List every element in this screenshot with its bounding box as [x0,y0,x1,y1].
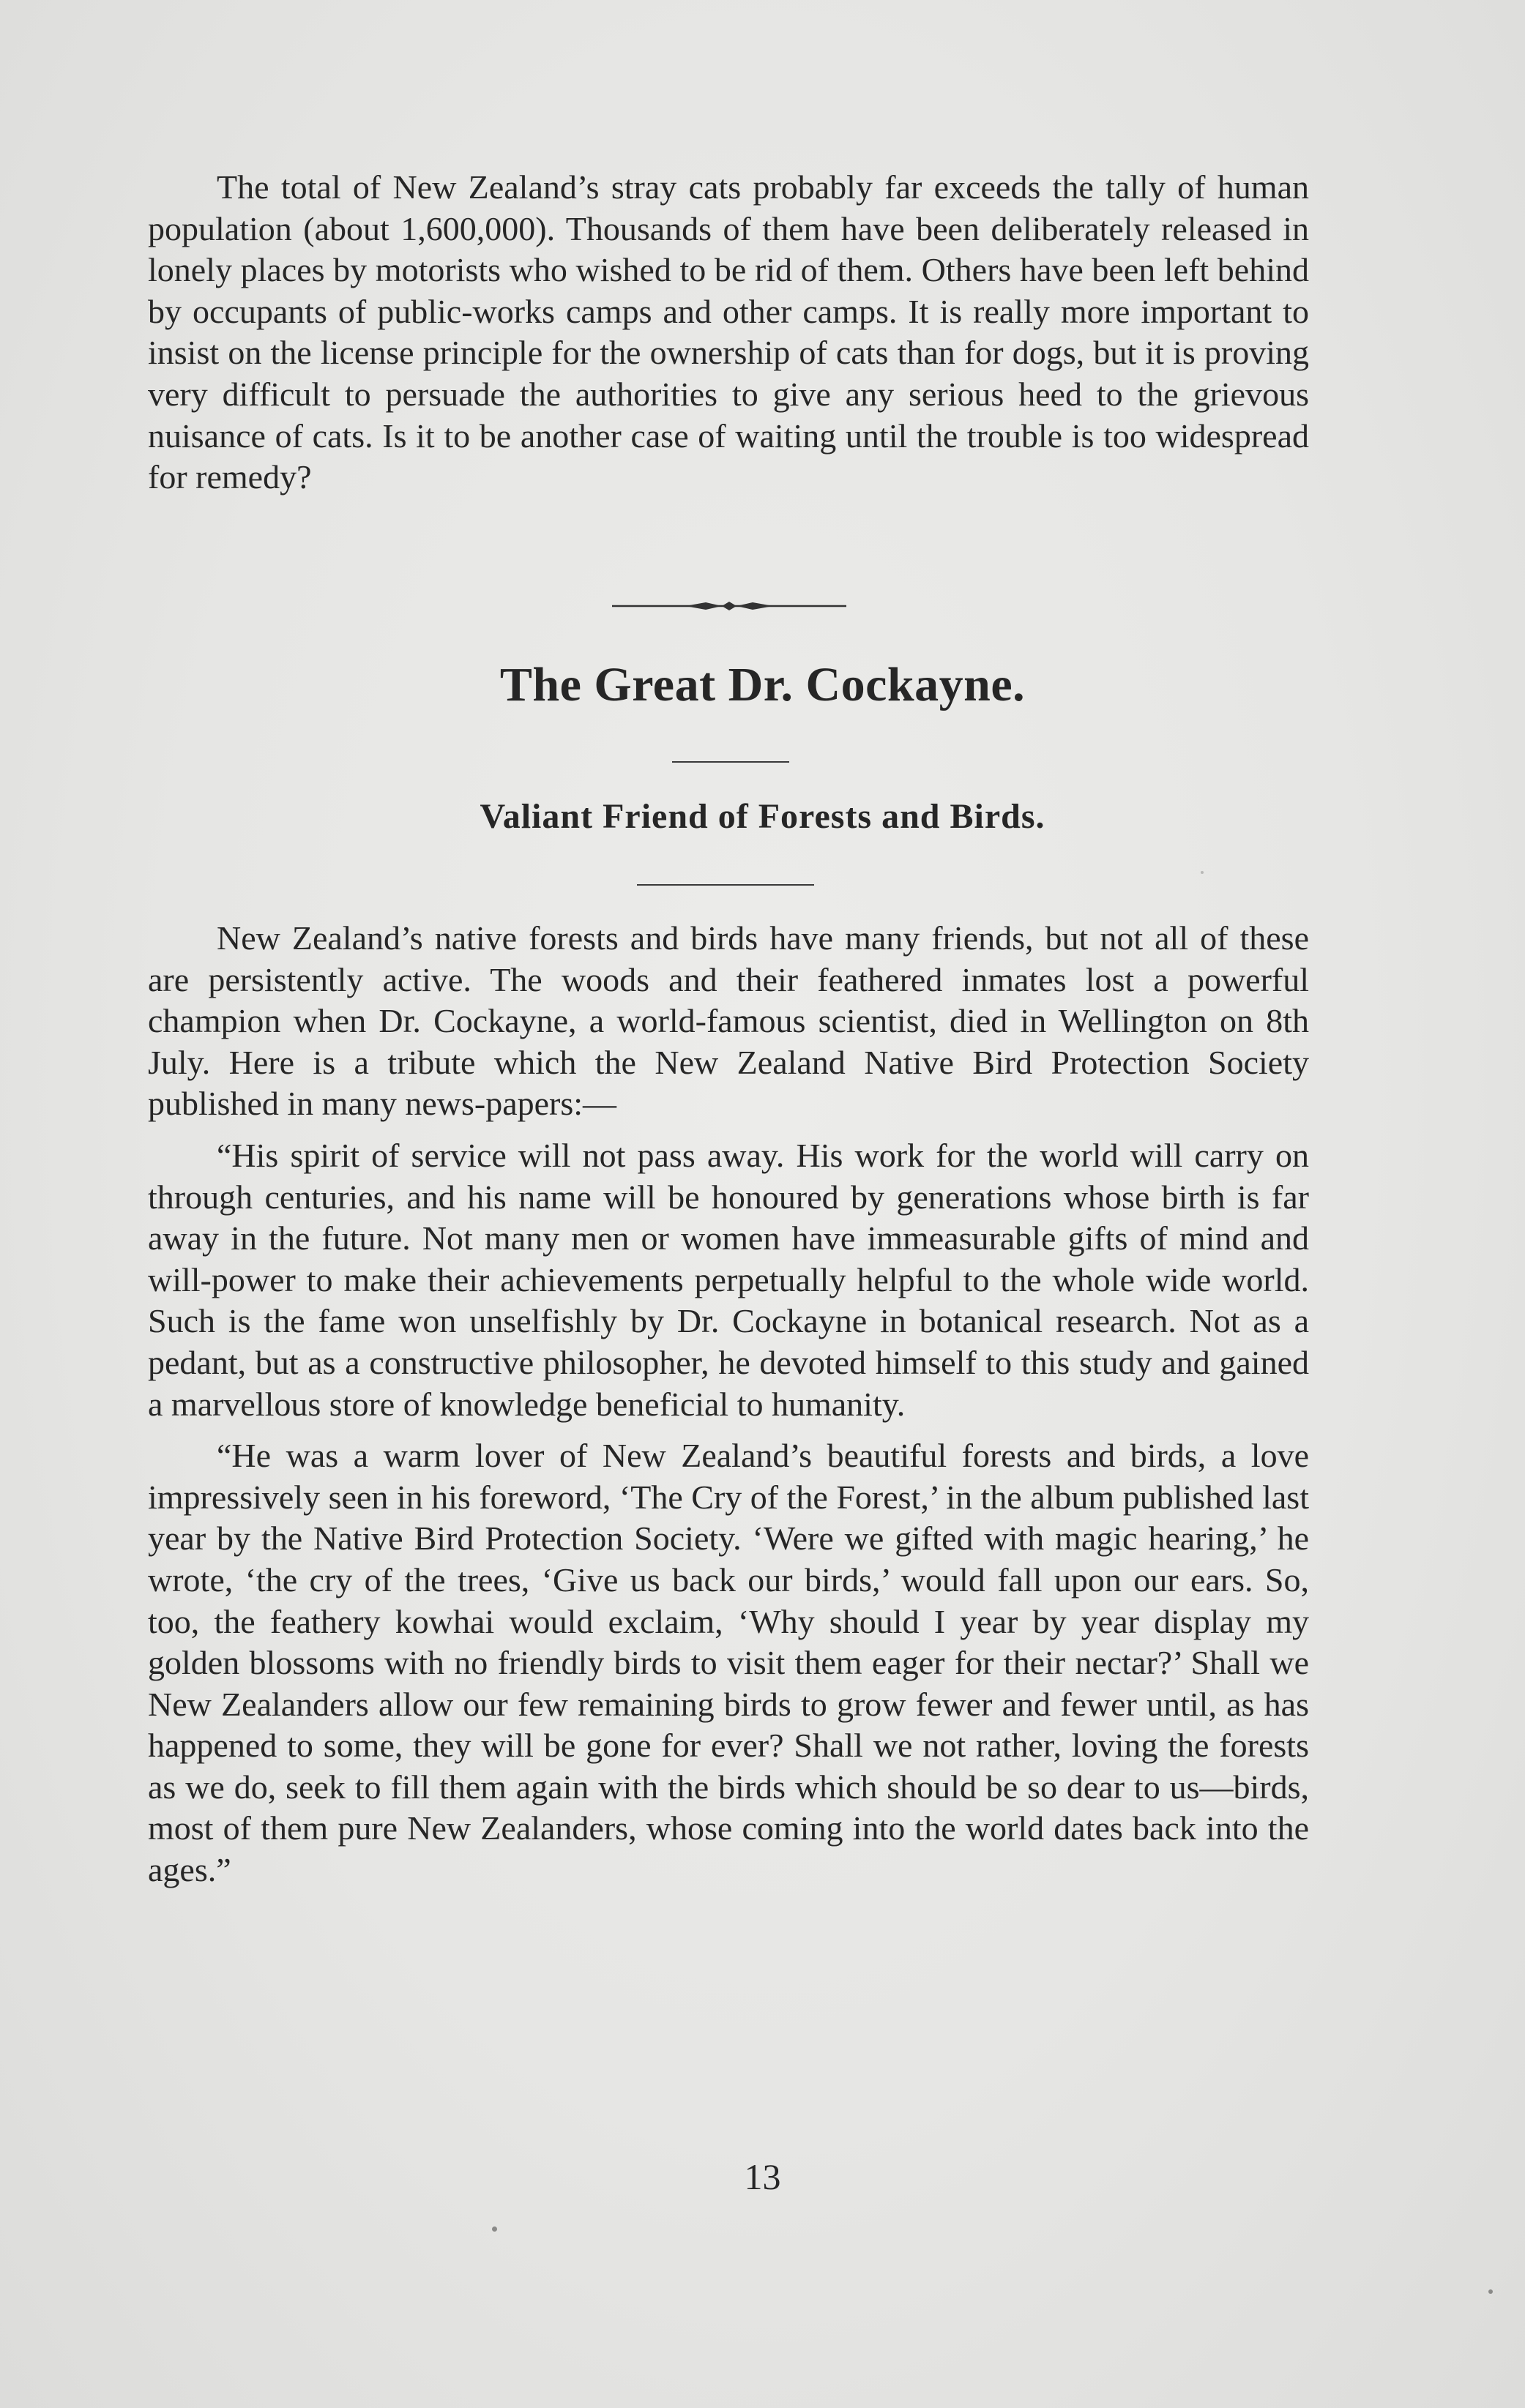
article-title: The Great Dr. Cockayne. [499,658,1026,711]
article-paragraph: “He was a warm lover of New Zealand’s beautiful forests and birds, a love impressively seen in his foreword, ‘The Cry of the Forest,’ in the album published last year by the Native Bird Protection Society. ‘Were we gifted with magic hearing,’ he wrote, ‘the cry of the trees, ‘Give us back our birds,’ would fall upon our ears. So, too, the feathery kowhai would exclaim, ‘Why should I year by year display my golden blossoms with no friendly birds to visit them eager for their nectar?’ Shall we New Zealanders allow our few remaining birds to grow fewer and fewer until, as has happened to some, they will be gone for ever? Shall we not rather, loving the forests as we do, seek to fill them again with the birds which should be so dear to us—birds, most of them pure New Zealanders, whose coming into the world dates back into the ages.” [148,1437,1309,1889]
title-divider [672,761,789,763]
ornamental-divider [612,597,846,615]
article-subtitle: Valiant Friend of Forests and Birds. [480,797,1045,836]
article-paragraph: New Zealand’s native forests and birds have many friends, but not all of these are persistently active. The woods and their feathered inmates lost a powerful champion when Dr. Cockayne, a world-famous scientist, died in Wellington on 8th July. Here is a tribute which the New Zealand Native Bird Protection Society published in many news-papers:— [148,919,1309,1123]
intro-section [148,167,1309,498]
paper-speck [1201,871,1204,874]
intro-paragraph: The total of New Zealand’s stray cats probably far exceeds the tally of human population (about 1,600,000). Thousands of them have been deliberately released in lonely places by motorists who wished to be rid of them. Others have been left behind by occupants of public-works camps and other camps. It is really more important to insist on the license principle for the ownership of cats than for dogs, but it is proving very difficult to persuade the authorities to give any serious heed to the grievous nuisance of cats. Is it to be another case of waiting until the trouble is too widespread for remedy? [148,168,1309,496]
subtitle-divider [637,884,814,886]
page-number: 13 [744,2156,781,2197]
article-paragraph: “His spirit of service will not pass away. His work for the world will carry on through centuries, and his name will be honoured by generations whose birth is far away in the future. Not many men or women have immeasurable gifts of mind and will-power to make their achievements perpetually helpful to the whole wide world. Such is the fame won unselfishly by Dr. Cockayne in botanical research. Not as a pedant, but as a constructive philosopher, he devoted himself to this study and gained a marvellous store of knowledge beneficial to humanity. [148,1136,1309,1423]
paper-speck [1488,2289,1493,2294]
article-body [148,918,1309,1891]
paper-speck [492,2226,497,2232]
